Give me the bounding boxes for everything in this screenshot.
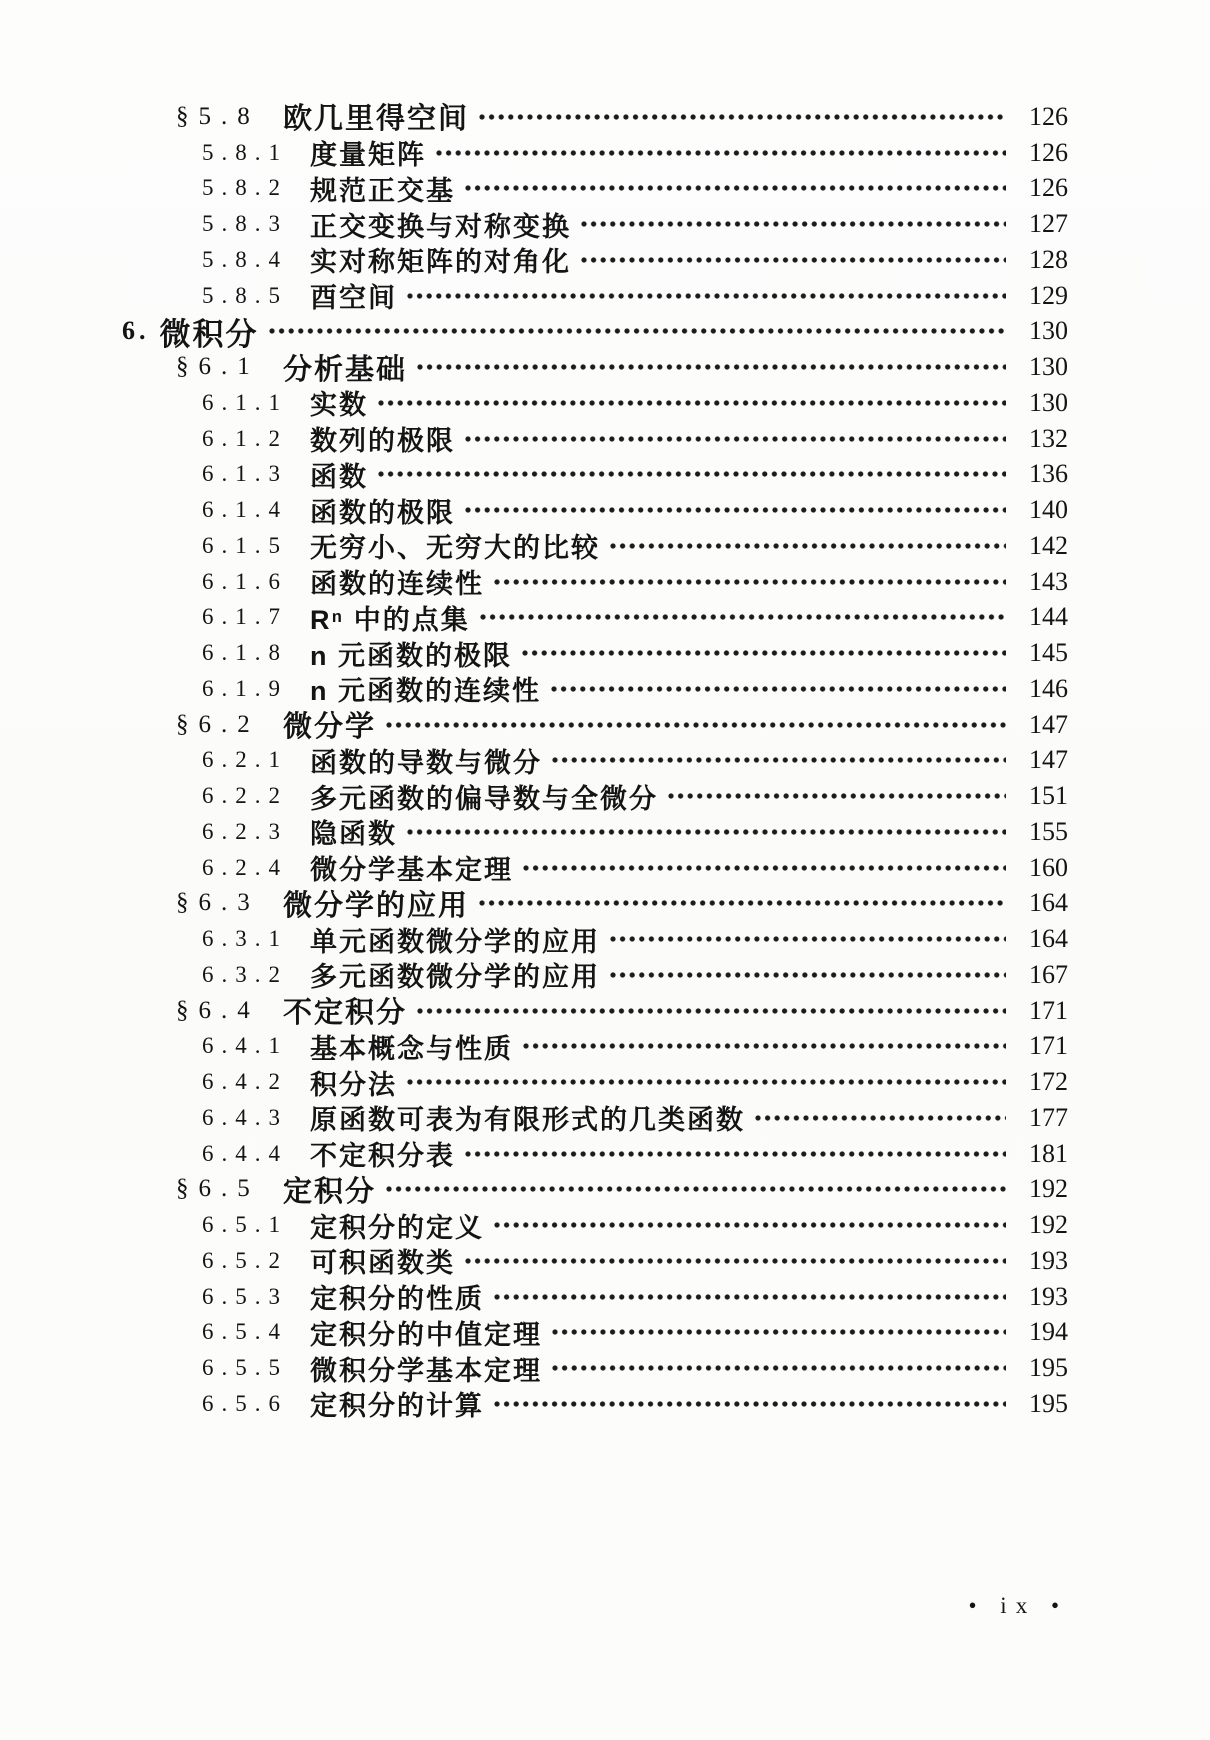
dot-leader	[522, 649, 1006, 657]
entry-page: 192	[1029, 1210, 1068, 1240]
toc-entry	[0, 1350, 1068, 1386]
entry-title: 实数	[310, 390, 368, 421]
entry-number: 6.2.2	[202, 783, 288, 809]
entry-page: 177	[1029, 1102, 1068, 1132]
toc-entry	[0, 1315, 1068, 1351]
entry-number: 6.1.3	[202, 461, 288, 487]
dot-leader	[494, 1293, 1006, 1301]
entry-page: 151	[1029, 781, 1068, 811]
toc-entry	[0, 635, 1068, 671]
dot-leader	[407, 828, 1006, 836]
dot-leader	[479, 899, 1006, 907]
dot-leader	[610, 935, 1006, 943]
entry-number: 5.8.1	[202, 139, 288, 165]
toc-entry	[0, 993, 1068, 1029]
dot-leader	[378, 399, 1006, 407]
entry-title: 定积分的定义	[310, 1212, 484, 1243]
toc-entry	[0, 1386, 1068, 1422]
toc-entry	[0, 1243, 1068, 1279]
toc-entry	[0, 778, 1068, 814]
dot-leader	[494, 578, 1006, 586]
entry-number: §6.1	[176, 353, 260, 381]
entry-title: 实对称矩阵的对角化	[310, 247, 571, 278]
dot-leader	[668, 792, 1006, 800]
entry-number: 6.5.5	[202, 1355, 288, 1381]
toc-entry	[0, 1064, 1068, 1100]
dot-leader	[552, 1364, 1006, 1372]
entry-page: 171	[1029, 1031, 1068, 1061]
toc-entry	[0, 564, 1068, 600]
entry-title: 隐函数	[310, 819, 397, 850]
entry-number: 6.1.5	[202, 532, 288, 558]
entry-page: 193	[1029, 1281, 1068, 1311]
dot-leader	[494, 1221, 1006, 1229]
dot-leader	[378, 470, 1006, 478]
entry-title: 函数	[310, 461, 368, 492]
entry-title: 定积分	[283, 1175, 377, 1208]
entry-number: 6.4.4	[202, 1140, 288, 1166]
entry-page: 194	[1029, 1317, 1068, 1347]
entry-number: §6.5	[176, 1175, 260, 1203]
toc-entry	[0, 600, 1068, 636]
dot-leader	[465, 184, 1006, 192]
entry-number: 6.2.1	[202, 747, 288, 773]
dot-leader	[407, 1078, 1006, 1086]
entry-page: 193	[1029, 1245, 1068, 1275]
entry-title: 定积分的中值定理	[310, 1319, 542, 1350]
entry-page: 130	[1029, 387, 1068, 417]
toc-entry	[0, 814, 1068, 850]
entry-number: 6.3.2	[202, 961, 288, 987]
entry-page: 136	[1029, 459, 1068, 489]
dot-leader	[523, 864, 1006, 872]
entry-number: 5.8.4	[202, 246, 288, 272]
entry-title: n 元函数的连续性	[310, 676, 541, 707]
entry-title: 微分学	[283, 711, 377, 744]
dot-leader	[581, 220, 1006, 228]
toc-entry	[0, 1136, 1068, 1172]
dot-leader	[610, 971, 1006, 979]
dot-leader	[417, 1007, 1006, 1015]
dot-leader	[465, 1150, 1006, 1158]
toc-entry	[0, 886, 1068, 922]
dot-leader	[610, 542, 1006, 550]
entry-page: 128	[1029, 244, 1068, 274]
dot-leader	[581, 256, 1006, 264]
entry-title: 积分法	[310, 1069, 397, 1100]
entry-page: 147	[1029, 709, 1068, 739]
entry-title: 单元函数微分学的应用	[310, 926, 600, 957]
entry-page: 195	[1029, 1353, 1068, 1383]
entry-page: 143	[1029, 566, 1068, 596]
entry-number: 6.5.2	[202, 1247, 288, 1273]
entry-number: 6.1.2	[202, 425, 288, 451]
entry-number: §5.8	[176, 102, 260, 130]
entry-number: §6.3	[176, 889, 260, 917]
entry-title: 多元函数的偏导数与全微分	[310, 783, 658, 814]
entry-page: 146	[1029, 673, 1068, 703]
entry-number: §6.2	[176, 710, 260, 738]
entry-title: 不定积分	[283, 997, 408, 1030]
entry-page: 126	[1029, 137, 1068, 167]
toc-entry	[0, 921, 1068, 957]
entry-title: 可积函数类	[310, 1248, 455, 1279]
entry-title: 酉空间	[310, 283, 397, 314]
dot-leader	[386, 721, 1006, 729]
entry-title: 微分学的应用	[283, 889, 470, 922]
toc-entry	[0, 385, 1068, 421]
entry-page: 127	[1029, 209, 1068, 239]
entry-page: 126	[1029, 173, 1068, 203]
toc-entry	[0, 707, 1068, 743]
entry-page: 130	[1029, 316, 1068, 346]
toc-entry	[0, 1207, 1068, 1243]
toc-entry	[0, 957, 1068, 993]
entry-title: 不定积分表	[310, 1141, 455, 1172]
dot-leader	[552, 1328, 1006, 1336]
dot-leader	[269, 327, 1007, 335]
toc-entry	[0, 671, 1068, 707]
entry-number: 6.2.4	[202, 854, 288, 880]
entry-page: 129	[1029, 280, 1068, 310]
entry-page: 192	[1029, 1174, 1068, 1204]
entry-page: 171	[1029, 995, 1068, 1025]
toc-entry	[0, 1029, 1068, 1065]
entry-number: 6.4.3	[202, 1104, 288, 1130]
entry-page: 140	[1029, 495, 1068, 525]
entry-page: 160	[1029, 852, 1068, 882]
entry-title: 定积分的性质	[310, 1284, 484, 1315]
dot-leader	[551, 685, 1006, 693]
entry-title: 微分学基本定理	[310, 855, 513, 886]
entry-title: 数列的极限	[310, 426, 455, 457]
entry-number: 6.1.4	[202, 497, 288, 523]
entry-number: 6.2.3	[202, 818, 288, 844]
entry-page: 155	[1029, 816, 1068, 846]
dot-leader	[386, 1185, 1006, 1193]
entry-page: 195	[1029, 1388, 1068, 1418]
entry-page: 130	[1029, 352, 1068, 382]
entry-number: 6.5.1	[202, 1212, 288, 1238]
entry-title: 微积分学基本定理	[310, 1355, 542, 1386]
entry-number: 6.4.2	[202, 1069, 288, 1095]
entry-number: 6.4.1	[202, 1033, 288, 1059]
entry-number: 6.5.3	[202, 1283, 288, 1309]
entry-title: 多元函数微分学的应用	[310, 962, 600, 993]
toc-entry	[0, 1172, 1068, 1208]
entry-number: 5.8.5	[202, 282, 288, 308]
toc-entry	[0, 1100, 1068, 1136]
toc-entry	[0, 242, 1068, 278]
dot-leader	[479, 113, 1006, 121]
dot-leader	[417, 363, 1006, 371]
entry-title: 函数的连续性	[310, 569, 484, 600]
dot-leader	[494, 1400, 1006, 1408]
toc-entry	[0, 421, 1068, 457]
entry-title: 规范正交基	[310, 175, 455, 206]
entry-page: 164	[1029, 924, 1068, 954]
toc-list	[0, 99, 1068, 1422]
entry-page: 164	[1029, 888, 1068, 918]
entry-number: 6.	[122, 316, 150, 346]
entry-title: 定积分的计算	[310, 1391, 484, 1422]
dot-leader	[552, 756, 1006, 764]
entry-page: 147	[1029, 745, 1068, 775]
toc-entry	[0, 528, 1068, 564]
toc-entry	[0, 743, 1068, 779]
toc-entry	[0, 850, 1068, 886]
entry-page: 126	[1029, 101, 1068, 131]
entry-page: 142	[1029, 530, 1068, 560]
toc-entry	[0, 1279, 1068, 1315]
page-number-footer: • ix •	[968, 1593, 1068, 1618]
toc-entry	[0, 314, 1068, 350]
dot-leader	[407, 292, 1006, 300]
toc-entry	[0, 135, 1068, 171]
toc-entry	[0, 206, 1068, 242]
dot-leader	[465, 506, 1006, 514]
toc-entry	[0, 492, 1068, 528]
dot-leader	[436, 149, 1006, 157]
entry-title: 正交变换与对称变换	[310, 211, 571, 242]
entry-page: 144	[1029, 602, 1068, 632]
dot-leader	[465, 435, 1006, 443]
entry-title: 分析基础	[283, 353, 408, 386]
dot-leader	[465, 1257, 1006, 1265]
dot-leader	[480, 613, 1006, 621]
entry-title: 函数的导数与微分	[310, 747, 542, 778]
entry-number: 6.5.4	[202, 1319, 288, 1345]
entry-number: 5.8.2	[202, 175, 288, 201]
dot-leader	[755, 1114, 1006, 1122]
entry-page: 145	[1029, 638, 1068, 668]
entry-title: Rⁿ 中的点集	[310, 604, 470, 635]
toc-entry	[0, 99, 1068, 135]
entry-title: 基本概念与性质	[310, 1033, 513, 1064]
entry-title: 函数的极限	[310, 497, 455, 528]
entry-title: 欧几里得空间	[283, 103, 470, 136]
entry-page: 132	[1029, 423, 1068, 453]
entry-title: 原函数可表为有限形式的几类函数	[310, 1105, 745, 1136]
entry-number: 6.3.1	[202, 926, 288, 952]
entry-number: 6.1.6	[202, 568, 288, 594]
entry-number: §6.4	[176, 996, 260, 1024]
entry-title: 无穷小、无穷大的比较	[310, 533, 600, 564]
toc-entry	[0, 349, 1068, 385]
dot-leader	[523, 1042, 1006, 1050]
toc-entry	[0, 457, 1068, 493]
entry-number: 6.1.7	[202, 604, 288, 630]
entry-page: 172	[1029, 1067, 1068, 1097]
entry-number: 6.5.6	[202, 1390, 288, 1416]
entry-number: 5.8.3	[202, 211, 288, 237]
entry-title: 度量矩阵	[310, 140, 426, 171]
entry-page: 167	[1029, 959, 1068, 989]
entry-title: n 元函数的极限	[310, 640, 512, 671]
entry-number: 6.1.1	[202, 389, 288, 415]
entry-number: 6.1.9	[202, 675, 288, 701]
entry-title: 微积分	[159, 316, 259, 352]
entry-page: 181	[1029, 1138, 1068, 1168]
entry-number: 6.1.8	[202, 640, 288, 666]
toc-entry	[0, 171, 1068, 207]
